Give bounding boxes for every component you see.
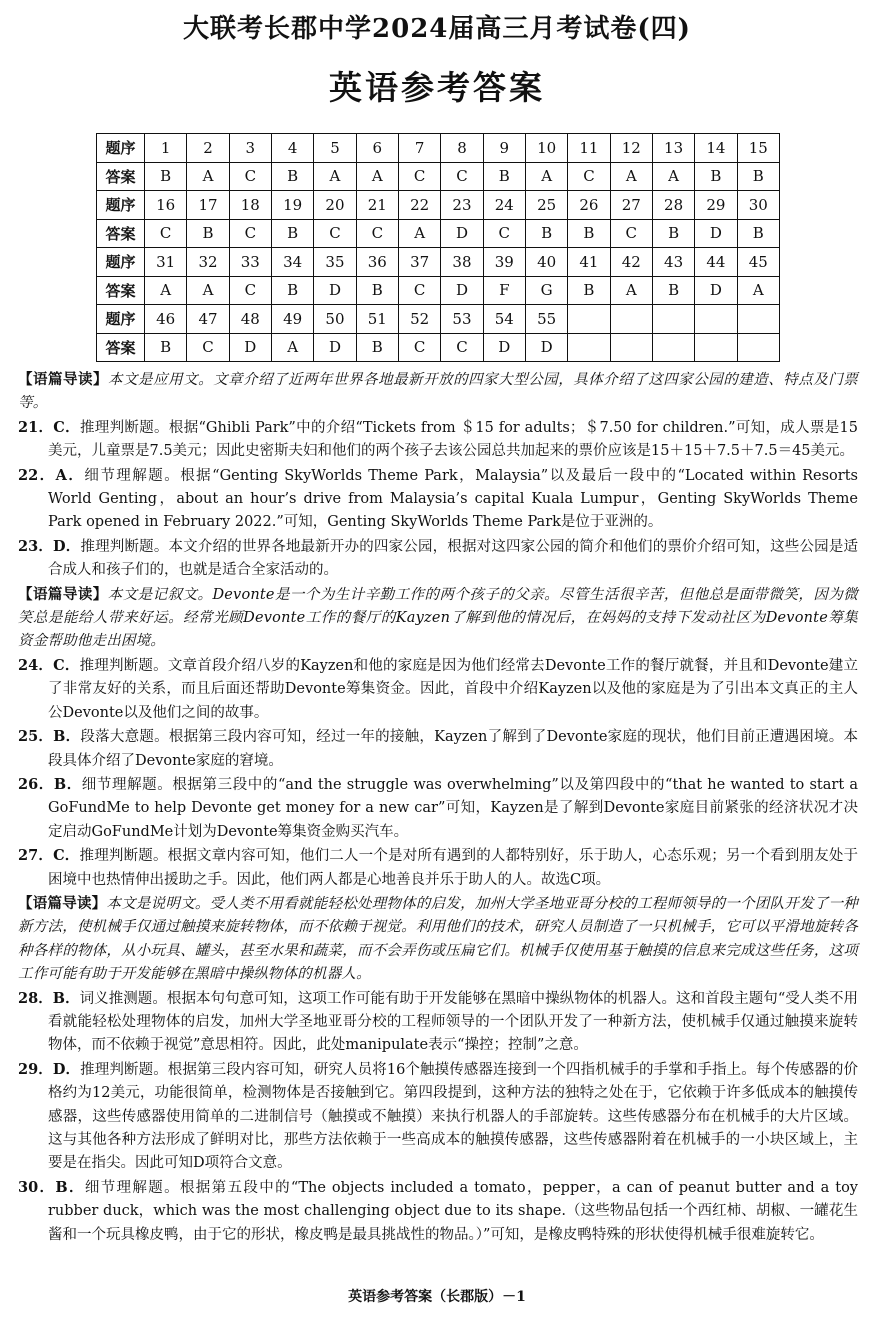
question-number-cell: 55 bbox=[525, 305, 567, 334]
passage-guide bbox=[18, 368, 858, 416]
question-number-cell: 3 bbox=[229, 134, 271, 163]
answer-cell: A bbox=[737, 276, 779, 305]
question-number-cell: 17 bbox=[187, 191, 229, 220]
row-label: 题序 bbox=[97, 305, 145, 334]
answer-explanation bbox=[18, 773, 858, 844]
answer-cell: F bbox=[483, 276, 525, 305]
question-number-cell: 42 bbox=[610, 248, 652, 277]
question-number-cell: 51 bbox=[356, 305, 398, 334]
answer-cell: A bbox=[187, 162, 229, 191]
question-number-cell: 47 bbox=[187, 305, 229, 334]
answer-cell bbox=[568, 333, 610, 362]
question-answer: 26．B． bbox=[18, 775, 82, 793]
answer-cell: D bbox=[441, 276, 483, 305]
answer-row bbox=[97, 276, 780, 305]
question-number-cell: 50 bbox=[314, 305, 356, 334]
answer-cell: C bbox=[441, 333, 483, 362]
answer-cell: G bbox=[525, 276, 567, 305]
question-answer: 25．B． bbox=[18, 728, 81, 746]
answer-cell: C bbox=[314, 219, 356, 248]
question-number-cell: 25 bbox=[525, 191, 567, 220]
explanation-text: 段落大意题。根据第三段内容可知，经过一年的接触，Kayzen了解到了Devonte家庭的现状，他们目前正遭遇困境。本段具体介绍了Devonte家庭的窘境。 bbox=[48, 729, 858, 769]
passage-guide bbox=[18, 892, 858, 987]
question-number-cell: 37 bbox=[398, 248, 440, 277]
question-number-row bbox=[97, 134, 780, 163]
question-number-row bbox=[97, 248, 780, 277]
question-number-cell: 18 bbox=[229, 191, 271, 220]
answer-explanation bbox=[18, 725, 858, 773]
question-number-cell: 27 bbox=[610, 191, 652, 220]
question-number-cell: 8 bbox=[441, 134, 483, 163]
question-number-cell bbox=[737, 305, 779, 334]
answer-cell: A bbox=[145, 276, 187, 305]
answer-cell: B bbox=[525, 219, 567, 248]
answer-cell: B bbox=[695, 162, 737, 191]
row-label: 题序 bbox=[97, 134, 145, 163]
answer-explanation bbox=[18, 535, 858, 583]
question-answer: 30．B． bbox=[18, 1178, 85, 1196]
answer-cell: C bbox=[398, 162, 440, 191]
explanation-text: 细节理解题。根据第三段中的“and the struggle was overwhelming”以及第四段中的“that he wanted to start a GoFundMe to help Devonte get money for a new car”可知，Kayzen是了解到Devonte家庭目前紧张的经济状况才决定启动GoFundMe计划为Devonte筹集资金购买汽车。 bbox=[48, 776, 858, 840]
question-number-cell bbox=[652, 305, 694, 334]
question-number-cell: 16 bbox=[145, 191, 187, 220]
question-number-cell: 1 bbox=[145, 134, 187, 163]
answer-cell: B bbox=[271, 219, 313, 248]
question-number-cell: 41 bbox=[568, 248, 610, 277]
question-number-cell: 14 bbox=[695, 134, 737, 163]
question-number-row bbox=[97, 191, 780, 220]
answer-cell: A bbox=[525, 162, 567, 191]
answer-cell: B bbox=[652, 276, 694, 305]
explanation-text: 本文是应用文。文章介绍了近两年世界各地最新开放的四家大型公园，具体介绍了这四家公园的建造、特点及门票等。 bbox=[18, 372, 859, 412]
answer-cell: C bbox=[610, 219, 652, 248]
answer-cell: D bbox=[695, 276, 737, 305]
question-answer: 22．A． bbox=[18, 466, 85, 484]
question-number-cell: 36 bbox=[356, 248, 398, 277]
question-number-cell: 29 bbox=[695, 191, 737, 220]
question-number-cell: 24 bbox=[483, 191, 525, 220]
answer-cell: A bbox=[187, 276, 229, 305]
question-number-cell: 4 bbox=[271, 134, 313, 163]
answer-cell: C bbox=[441, 162, 483, 191]
question-number-cell: 26 bbox=[568, 191, 610, 220]
answer-cell: A bbox=[652, 162, 694, 191]
answer-cell: B bbox=[483, 162, 525, 191]
question-number-cell: 49 bbox=[271, 305, 313, 334]
answer-cell: D bbox=[441, 219, 483, 248]
answer-cell: B bbox=[356, 276, 398, 305]
answer-cell: C bbox=[483, 219, 525, 248]
question-number-cell: 48 bbox=[229, 305, 271, 334]
answer-explanation bbox=[18, 416, 858, 464]
answer-cell: C bbox=[187, 333, 229, 362]
answer-cell: D bbox=[695, 219, 737, 248]
page-footer: 英语参考答案（长郡版）－1 bbox=[348, 1289, 526, 1305]
answer-cell: B bbox=[737, 219, 779, 248]
passage-guide bbox=[18, 583, 858, 654]
question-number-cell: 54 bbox=[483, 305, 525, 334]
question-answer: 28．B． bbox=[18, 989, 80, 1007]
answer-cell bbox=[610, 333, 652, 362]
answer-cell: C bbox=[229, 219, 271, 248]
answer-explanation bbox=[18, 464, 858, 535]
question-number-cell: 20 bbox=[314, 191, 356, 220]
answer-cell: A bbox=[610, 162, 652, 191]
explanation-text: 推理判断题。根据第三段内容可知，研究人员将16个触摸传感器连接到一个四指机械手的手掌和手指上。每个传感器的价格约为12美元，功能很简单，检测物体是否接触到它。第四段提到，这种方法的独特之处在于，它依赖于许多低成本的触摸传感器，这些传感器使用简单的二进制信号（触摸或不触摸）来执行机器人的手部旋转。这些传感器分布在机械手的大片区域。这与其他各种方法形成了鲜明对比，那些方法依赖于一些高成本的触摸传感器，这些传感器附着在机械手的一小块区域上，主要是在指尖。因此可知D项符合文意。 bbox=[48, 1061, 858, 1172]
answer-cell: C bbox=[229, 162, 271, 191]
answer-cell: B bbox=[271, 162, 313, 191]
question-number-cell: 13 bbox=[652, 134, 694, 163]
explanation-text: 本文是记叙文。Devonte是一个为生计辛勤工作的两个孩子的父亲。尽管生活很辛苦，但他总是面带微笑，因为微笑总是能给人带来好运。经常光顾Devonte工作的餐厅的Kayzen了解到他的情况后，在妈妈的支持下发动社区为Devonte筹集资金帮助他走出困境。 bbox=[18, 586, 858, 650]
answer-cell bbox=[737, 333, 779, 362]
exam-title: 大联考长郡中学2024届高三月考试卷(四) bbox=[183, 14, 691, 44]
answer-row bbox=[97, 333, 780, 362]
answer-cell: D bbox=[314, 333, 356, 362]
explanation-text: 细节理解题。根据第五段中的“The objects included a tomato，pepper，a can of peanut butter and a toy rubber duck，which was the most challenging object due to its shape.（这些物品包括一个西红柿、胡椒、一罐花生酱和一个玩具橡皮鸭，由于它的形状，橡皮鸭是最具挑战性的物品。）”可知，是橡皮鸭特殊的形状使得机械手很难旋转它。 bbox=[48, 1179, 858, 1243]
answer-cell: B bbox=[356, 333, 398, 362]
answer-cell: D bbox=[314, 276, 356, 305]
answer-cell: B bbox=[737, 162, 779, 191]
question-number-cell: 44 bbox=[695, 248, 737, 277]
question-number-cell: 19 bbox=[271, 191, 313, 220]
question-number-cell: 38 bbox=[441, 248, 483, 277]
question-answer: 27．C． bbox=[18, 847, 80, 865]
question-number-cell bbox=[695, 305, 737, 334]
answer-cell: C bbox=[229, 276, 271, 305]
question-number-cell bbox=[610, 305, 652, 334]
row-label: 答案 bbox=[97, 276, 145, 305]
answer-cell: C bbox=[398, 333, 440, 362]
question-number-cell: 53 bbox=[441, 305, 483, 334]
question-number-cell: 40 bbox=[525, 248, 567, 277]
explanations bbox=[18, 368, 858, 1247]
question-number-cell: 45 bbox=[737, 248, 779, 277]
question-number-cell: 6 bbox=[356, 134, 398, 163]
answer-cell: C bbox=[568, 162, 610, 191]
question-number-cell: 43 bbox=[652, 248, 694, 277]
answer-row bbox=[97, 162, 780, 191]
question-number-cell bbox=[568, 305, 610, 334]
explanation-text: 推理判断题。本文介绍的世界各地最新开办的四家公园，根据对这四家公园的简介和他们的票价介绍可知，这些公园是适合成人和孩子们的，也就是适合全家活动的。 bbox=[48, 538, 858, 579]
answer-cell: A bbox=[314, 162, 356, 191]
answer-cell: B bbox=[145, 333, 187, 362]
question-answer: 23．D． bbox=[18, 537, 81, 555]
question-answer: 29．D． bbox=[18, 1060, 81, 1078]
answer-cell: B bbox=[568, 276, 610, 305]
answer-cell bbox=[652, 333, 694, 362]
row-label: 答案 bbox=[97, 333, 145, 362]
question-number-cell: 22 bbox=[398, 191, 440, 220]
question-number-cell: 32 bbox=[187, 248, 229, 277]
answer-cell: C bbox=[145, 219, 187, 248]
explanation-text: 推理判断题。文章首段介绍八岁的Kayzen和他的家庭是因为他们经常去Devonte工作的餐厅就餐，并且和Devonte建立了非常友好的关系，而且后面还帮助Devonte筹集资金。因此，首段中介绍Kayzen以及他的家庭是为了引出本文真正的主人公Devonte以及他们之间的故事。 bbox=[48, 657, 858, 721]
explanation-text: 推理判断题。根据文章内容可知，他们二人一个是对所有遇到的人都特别好，乐于助人，心态乐观；另一个看到朋友处于困境中也热情伸出援助之手。因此，他们两人都是心地善良并乐于助人的人。故选C项。 bbox=[48, 848, 859, 888]
answer-cell: A bbox=[356, 162, 398, 191]
question-number-cell: 2 bbox=[187, 134, 229, 163]
answer-explanation bbox=[18, 1176, 858, 1247]
answer-cell: C bbox=[356, 219, 398, 248]
answer-cell: B bbox=[652, 219, 694, 248]
row-label: 答案 bbox=[97, 219, 145, 248]
row-label: 答案 bbox=[97, 162, 145, 191]
question-number-cell: 11 bbox=[568, 134, 610, 163]
answer-cell: A bbox=[610, 276, 652, 305]
guide-tag: 【语篇导读】 bbox=[18, 894, 107, 912]
explanation-text: 细节理解题。根据“Genting SkyWorlds Theme Park，Malaysia”以及最后一段中的“Located within Resorts World Genting，about an hour’s drive from Malaysia’s capital Kuala Lumpur，Genting SkyWorlds Theme Park opened in February 2022.”可知，Genting SkyWorlds Theme Park是位于亚洲的。 bbox=[48, 467, 858, 531]
answer-row bbox=[97, 219, 780, 248]
answer-cell: B bbox=[568, 219, 610, 248]
answer-cell: D bbox=[229, 333, 271, 362]
question-number-cell: 15 bbox=[737, 134, 779, 163]
answer-key-title: 英语参考答案 bbox=[329, 68, 545, 107]
answer-explanation bbox=[18, 654, 858, 725]
question-answer: 21．C． bbox=[18, 418, 80, 436]
question-number-cell: 9 bbox=[483, 134, 525, 163]
row-label: 题序 bbox=[97, 191, 145, 220]
question-number-cell: 28 bbox=[652, 191, 694, 220]
question-number-cell: 5 bbox=[314, 134, 356, 163]
guide-tag: 【语篇导读】 bbox=[18, 371, 109, 388]
question-number-cell: 34 bbox=[271, 248, 313, 277]
question-number-cell: 30 bbox=[737, 191, 779, 220]
answer-cell: D bbox=[483, 333, 525, 362]
question-number-cell: 52 bbox=[398, 305, 440, 334]
question-number-cell: 46 bbox=[145, 305, 187, 334]
question-number-cell: 31 bbox=[145, 248, 187, 277]
question-number-cell: 39 bbox=[483, 248, 525, 277]
answer-cell: B bbox=[187, 219, 229, 248]
answer-cell bbox=[695, 333, 737, 362]
answer-cell: A bbox=[271, 333, 313, 362]
question-number-cell: 10 bbox=[525, 134, 567, 163]
row-label: 题序 bbox=[97, 248, 145, 277]
answer-cell: D bbox=[525, 333, 567, 362]
question-number-cell: 21 bbox=[356, 191, 398, 220]
answer-explanation bbox=[18, 987, 858, 1058]
answer-cell: B bbox=[145, 162, 187, 191]
guide-tag: 【语篇导读】 bbox=[18, 585, 108, 603]
answer-cell: A bbox=[398, 219, 440, 248]
explanation-text: 推理判断题。根据“Ghibli Park”中的介绍“Tickets from ＄15 for adults；＄7.50 for children.”可知，成人票是15美元，儿童票是7.5美元；因此史密斯夫妇和他们的两个孩子去该公园总共加起来的票价应该是15＋15＋7.5＋7.5＝45美元。 bbox=[48, 419, 858, 460]
explanation-text: 词义推测题。根据本句句意可知，这项工作可能有助于开发能够在黑暗中操纵物体的机器人。这和首段主题句“受人类不用看就能轻松处理物体的启发，加州大学圣地亚哥分校的工程师领导的一个团队开发了一种新方法，使机械手仅通过触摸来旋转物体，而不依赖于视觉”意思相符。因此，此处manipulate表示“操控；控制”之意。 bbox=[48, 990, 858, 1054]
explanation-text: 本文是说明文。受人类不用看就能轻松处理物体的启发，加州大学圣地亚哥分校的工程师领导的一个团队开发了一种新方法，使机械手仅通过触摸来旋转物体，而不依赖于视觉。利用他们的技术，研究人员制造了一只机械手，它可以平滑地旋转各种各样的物体，从小玩具、罐头，甚至水果和蔬菜，而不会弄伤或压扁它们。机械手仅使用基于触摸的信息来完成这些任务，这项工作可能有助于开发能够在黑暗中操纵物体的机器人。 bbox=[18, 895, 859, 983]
answer-cell: B bbox=[271, 276, 313, 305]
question-number-row bbox=[97, 305, 780, 334]
question-number-cell: 33 bbox=[229, 248, 271, 277]
answer-table bbox=[96, 133, 780, 362]
answer-explanation bbox=[18, 844, 858, 892]
question-number-cell: 7 bbox=[398, 134, 440, 163]
question-number-cell: 12 bbox=[610, 134, 652, 163]
question-number-cell: 35 bbox=[314, 248, 356, 277]
question-answer: 24．C． bbox=[18, 656, 80, 674]
answer-explanation bbox=[18, 1058, 858, 1176]
answer-cell: C bbox=[398, 276, 440, 305]
question-number-cell: 23 bbox=[441, 191, 483, 220]
